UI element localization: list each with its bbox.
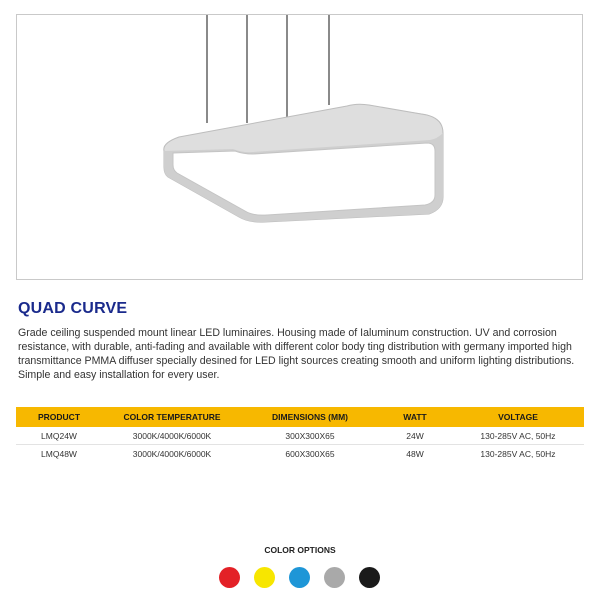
lamp-diffuser [173,143,435,215]
cell-watt: 48W [406,448,424,459]
swatch-red[interactable] [219,567,240,588]
product-image-frame [16,14,583,280]
product-title: QUAD CURVE [18,300,128,317]
pendant-lamp-illustration [17,15,584,281]
header-watt: WATT [378,407,452,427]
cell-voltage: 130-285V AC, 50Hz [452,427,584,445]
cell-voltage: 130-285V AC, 50Hz [480,448,556,459]
cell-color-temperature: 3000K/4000K/6000K [102,427,242,445]
cell-dimensions: 300X300X65 [242,427,378,445]
table-row [16,445,584,463]
table-row [16,427,584,445]
swatch-grey[interactable] [324,567,345,588]
swatch-blue[interactable] [289,567,310,588]
header-product: PRODUCT [16,407,102,427]
spec-table [16,407,584,462]
cell-product: LMQ24W [16,427,102,445]
spec-header-row [16,407,584,427]
color-swatches [219,567,381,589]
swatch-yellow[interactable] [254,567,275,588]
swatch-black[interactable] [359,567,380,588]
suspension-cables [207,15,329,123]
product-description: Grade ceiling suspended mount linear LED luminaires. Housing made of Ialuminum construction. UV and corrosion resistance, with durable, anti-fading and available with different color body ting distribution with germany imported high transmittance PMMA diffuser specially desined for LED light sources creating smooth and uniform lighting distributions. Simple and easy installation for every user. [18,327,575,381]
header-dimensions: DIMENSIONS (MM) [242,407,378,427]
cell-product: LMQ48W [41,448,77,459]
color-options-title: COLOR OPTIONS [264,545,336,555]
header-voltage: VOLTAGE [452,407,584,427]
cell-dimensions: 600X300X65 [285,448,335,459]
cell-color-temperature: 3000K/4000K/6000K [132,448,212,459]
header-color-temperature: COLOR TEMPERATURE [102,407,242,427]
cell-watt: 24W [378,427,452,445]
